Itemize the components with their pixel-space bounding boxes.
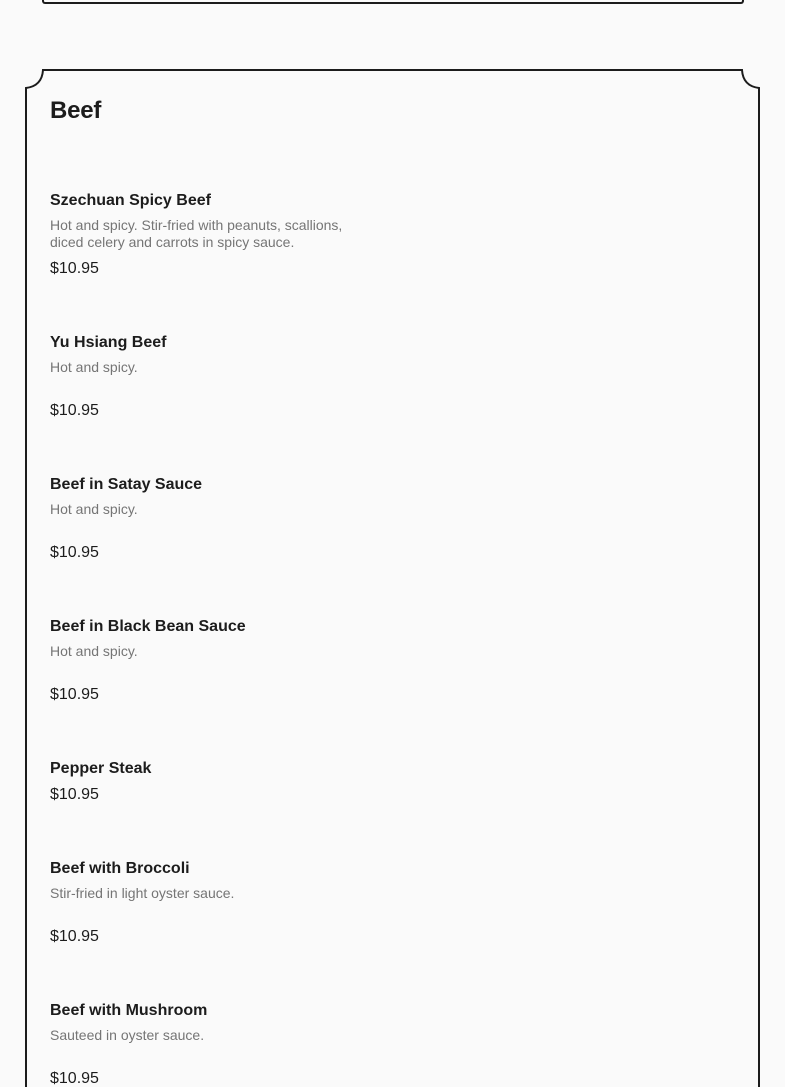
item-name: Pepper Steak: [50, 760, 152, 777]
item-description: Hot and spicy.: [50, 359, 138, 375]
item-price: $10.95: [50, 544, 99, 561]
item-description: Hot and spicy. Stir-fried with peanuts, scallions, diced celery and carrots in spicy sauce.: [50, 217, 343, 250]
item-price: $10.95: [50, 928, 99, 945]
item-description: Hot and spicy.: [50, 643, 138, 659]
item-name: Yu Hsiang Beef: [50, 334, 167, 351]
item-price: $10.95: [50, 686, 99, 703]
item-name: Beef with Mushroom: [50, 1002, 208, 1019]
item-description: Stir-fried in light oyster sauce.: [50, 885, 235, 901]
item-name: Beef with Broccoli: [50, 860, 190, 877]
previous-section-card-edge: [42, 0, 744, 4]
item-price: $10.95: [50, 1070, 99, 1087]
section-title: Beef: [50, 97, 102, 124]
item-description: Hot and spicy.: [50, 501, 138, 517]
item-price: $10.95: [50, 402, 99, 419]
item-price: $10.95: [50, 260, 99, 277]
item-name: Beef in Black Bean Sauce: [50, 618, 246, 635]
item-name: Beef in Satay Sauce: [50, 476, 203, 493]
item-description: Sauteed in oyster sauce.: [50, 1027, 205, 1043]
item-name: Szechuan Spicy Beef: [50, 192, 211, 209]
item-price: $10.95: [50, 786, 99, 803]
